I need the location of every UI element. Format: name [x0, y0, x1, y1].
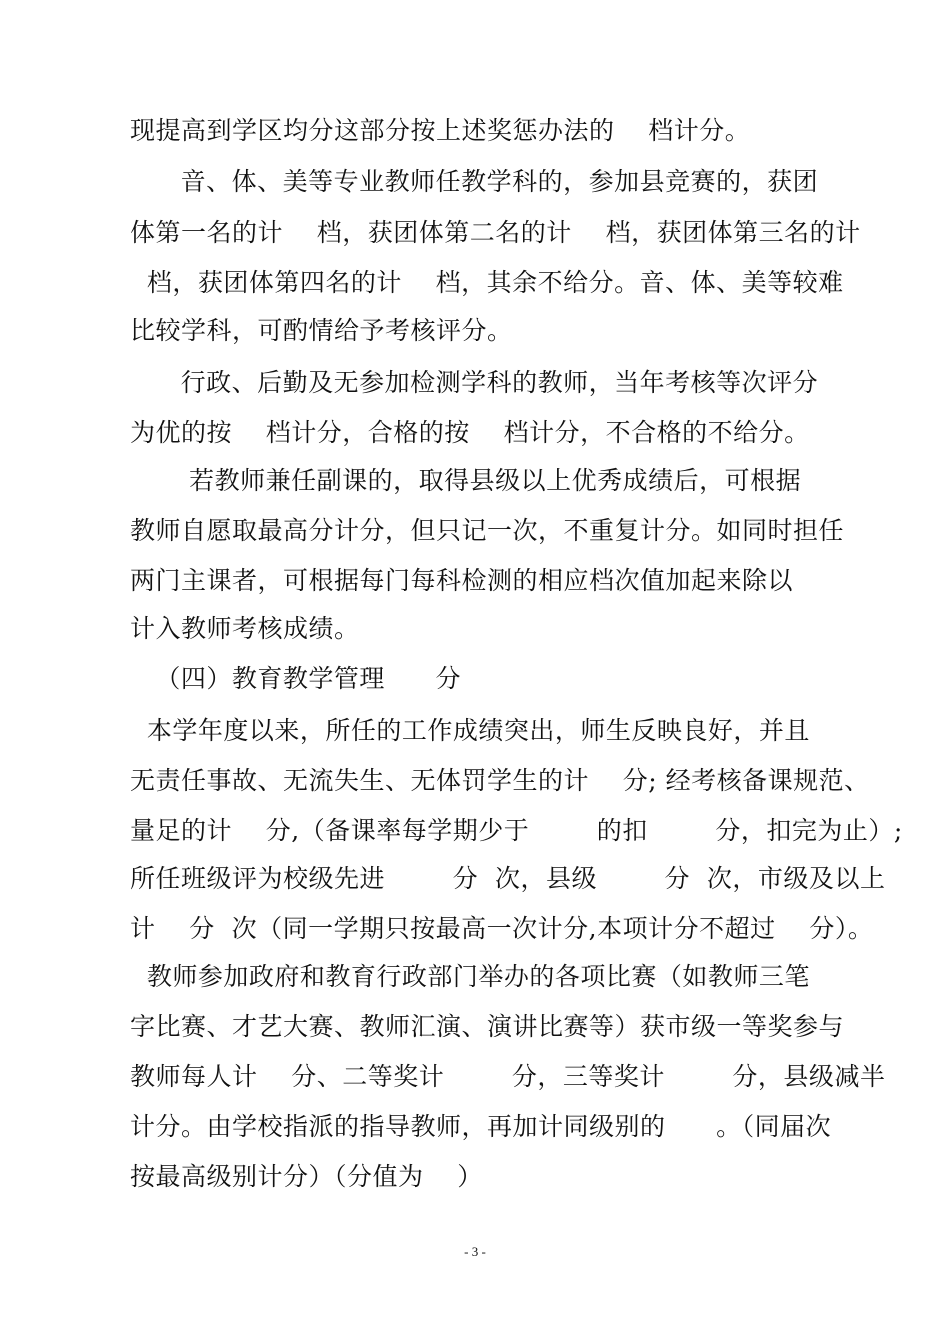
body-line: 教师自愿取最高分计分，但只记一次，不重复计分。如同时担任: [130, 516, 845, 545]
body-line: 为优的按 档计分，合格的按 档计分，不合格的不给分。: [130, 418, 810, 447]
body-line: 按最高级别计分）（分值为 ）: [130, 1162, 483, 1191]
body-line: 比较学科，可酌情给予考核评分。: [130, 316, 513, 345]
body-line: 计分。由学校指派的指导教师，再加计同级别的 。（同届次: [130, 1112, 832, 1141]
body-line: 档，获团体第四名的计 档，其余不给分。音、体、美等较难: [130, 268, 844, 297]
body-line: 音、体、美等专业教师任教学科的，参加县竞赛的，获团: [130, 167, 819, 196]
body-line: 本学年度以来，所任的工作成绩突出，师生反映良好，并且: [130, 716, 810, 745]
section-heading: （四）教育教学管理 分: [130, 664, 462, 693]
body-line: 若教师兼任副课的，取得县级以上优秀成绩后，可根据: [130, 466, 802, 495]
body-line: 量足的计 分,（备课率每学期少于 的扣 分，扣完为止）;: [130, 816, 903, 845]
body-line: 现提高到学区均分这部分按上述奖惩办法的 档计分。: [130, 116, 751, 145]
body-line: 计 分 次（同一学期只按最高一次计分,本项计分不超过 分）。: [130, 914, 874, 943]
body-line: 无责任事故、无流失生、无体罚学生的计 分; 经考核备课规范、: [130, 766, 870, 795]
body-line: 教师每人计 分、二等奖计 分，三等奖计 分，县级减半: [130, 1062, 886, 1091]
body-line: 两门主课者，可根据每门每科检测的相应档次值加起来除以: [130, 566, 794, 595]
body-line: 字比赛、才艺大赛、教师汇演、演讲比赛等）获市级一等奖参与: [130, 1012, 845, 1041]
body-line: 行政、后勤及无参加检测学科的教师，当年考核等次评分: [130, 368, 819, 397]
body-line: 计入教师考核成绩。: [130, 614, 360, 643]
body-line: 教师参加政府和教育行政部门举办的各项比赛（如教师三笔: [130, 962, 810, 991]
body-line: 所任班级评为校级先进 分 次，县级 分 次，市级及以上: [130, 864, 886, 893]
body-line: 体第一名的计 档，获团体第二名的计 档，获团体第三名的计: [130, 218, 861, 247]
page-number: - 3 -: [464, 1244, 486, 1259]
